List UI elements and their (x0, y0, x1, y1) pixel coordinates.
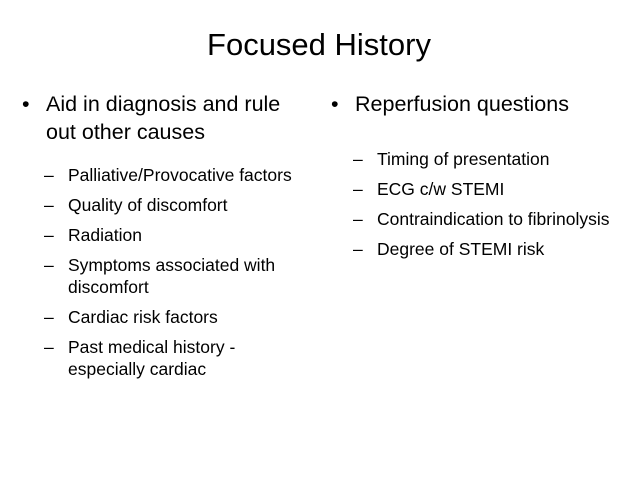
sub-bullet-item (353, 178, 621, 200)
sub-bullet-item (44, 254, 312, 298)
right-column (331, 90, 621, 268)
bullet-dot-icon: • (331, 92, 339, 116)
dash-icon: – (44, 225, 54, 245)
sub-bullet-item (44, 194, 312, 216)
sub-bullet-list (353, 148, 621, 260)
sub-bullet-item (44, 164, 312, 186)
dash-icon: – (44, 255, 54, 275)
slide-title: Focused History (207, 27, 431, 62)
sub-bullet-text: Degree of STEMI risk (377, 239, 545, 259)
dash-icon: – (44, 165, 54, 185)
sub-bullet-text: Palliative/Provocative factors (68, 165, 292, 185)
sub-bullet-item (353, 148, 621, 170)
bullet-item (22, 90, 312, 146)
sub-bullet-text: Radiation (68, 225, 142, 245)
dash-icon: – (44, 195, 54, 215)
sub-bullet-item (44, 224, 312, 246)
bullet-text: Aid in diagnosis and rule out other causes (46, 92, 281, 144)
dash-icon: – (353, 239, 363, 259)
sub-bullet-item (353, 238, 621, 260)
dash-icon: – (44, 337, 54, 357)
sub-bullet-list (44, 164, 312, 380)
bullet-dot-icon: • (22, 92, 30, 116)
left-column (22, 90, 312, 388)
sub-bullet-item (44, 336, 312, 380)
sub-bullet-text: Quality of discomfort (68, 195, 228, 215)
sub-bullet-text: Cardiac risk factors (68, 307, 218, 327)
sub-bullet-text: Timing of presentation (377, 149, 550, 169)
sub-bullet-text: Past medical history - especially cardiac (68, 337, 236, 379)
dash-icon: – (353, 179, 363, 199)
sub-bullet-text: Symptoms associated with discomfort (68, 255, 276, 297)
bullet-item (331, 90, 621, 118)
dash-icon: – (353, 149, 363, 169)
sub-bullet-item (353, 208, 621, 230)
dash-icon: – (353, 209, 363, 229)
dash-icon: – (44, 307, 54, 327)
sub-bullet-text: ECG c/w STEMI (377, 179, 505, 199)
bullet-text: Reperfusion questions (355, 92, 569, 116)
sub-bullet-text: Contraindication to fibrinolysis (377, 209, 610, 229)
sub-bullet-item (44, 306, 312, 328)
